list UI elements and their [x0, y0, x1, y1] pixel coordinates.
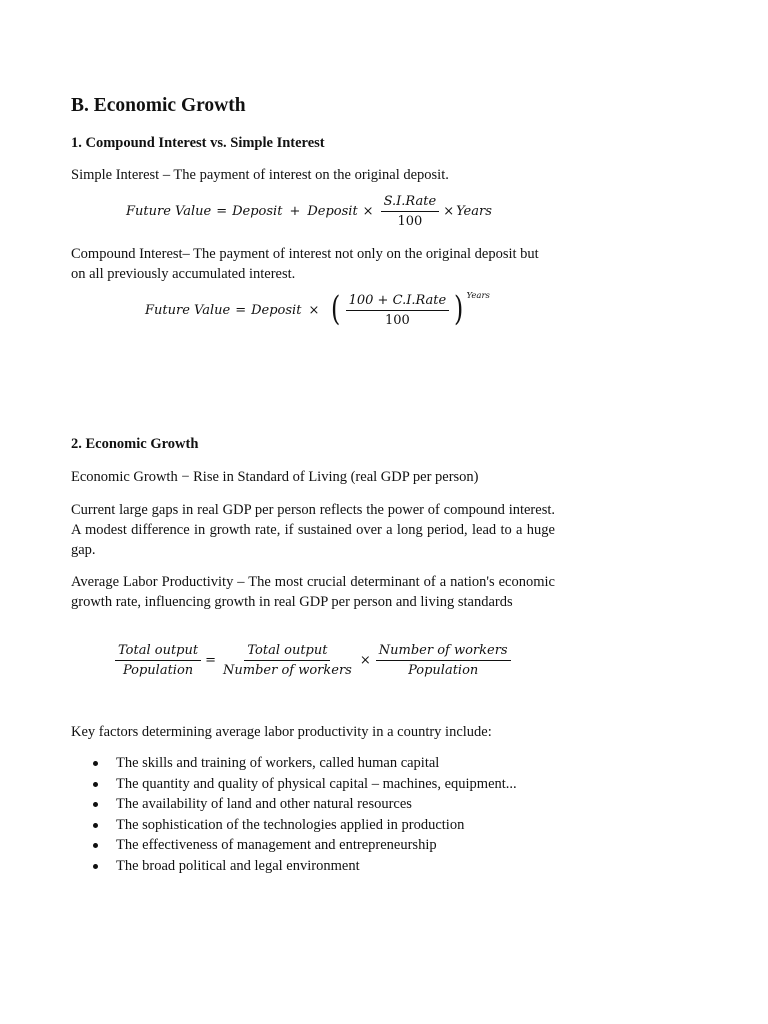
- fraction-numerator: Number of workers: [376, 643, 511, 661]
- bullet-icon: [93, 782, 98, 787]
- fraction-numerator: Total output: [244, 643, 330, 661]
- labor-productivity-paragraph: Average Labor Productivity – The most crucial determinant of a nation's economic growth rate, influencing growth in real GDP per person and living standards: [71, 574, 555, 610]
- equals-sign: =: [216, 204, 228, 219]
- list-item: The skills and training of workers, called human capital: [71, 753, 517, 774]
- rate-fraction: [346, 293, 450, 328]
- economic-growth-definition: Economic Growth − Rise in Standard of Living (real GDP per person): [71, 469, 479, 485]
- plus-sign: +: [289, 204, 301, 219]
- times-sign: ×: [362, 204, 374, 219]
- times-sign-2: ×: [443, 204, 455, 219]
- fraction-denominator: Population: [408, 663, 479, 678]
- right-parenthesis: ): [454, 288, 464, 329]
- list-item: The effectiveness of management and entrepreneurship: [71, 835, 517, 856]
- labor-productivity-formula: [113, 643, 513, 678]
- simple-interest-formula: [126, 194, 492, 229]
- fraction-denominator: 100: [397, 214, 423, 229]
- gdp-gaps-paragraph: Current large gaps in real GDP per person reflects the power of compound interest. A modest difference in growth rate, if sustained over a long period, lead to a huge gap.: [71, 502, 555, 558]
- exponent-years: Years: [466, 291, 490, 301]
- fraction-denominator: Population: [122, 663, 194, 678]
- bullet-icon: [93, 823, 98, 828]
- formula-term-deposit: Deposit: [232, 204, 283, 219]
- list-item: The availability of land and other natural resources: [71, 794, 517, 815]
- formula-lhs: Future Value: [126, 204, 212, 219]
- fraction-numerator: S.I.Rate: [381, 194, 440, 212]
- times-sign: ×: [359, 653, 371, 668]
- heading-compound-vs-simple: 1. Compound Interest vs. Simple Interest: [71, 135, 325, 151]
- fraction-denominator: Number of workers: [223, 663, 352, 678]
- fraction-numerator: 100 + C.I.Rate: [346, 293, 450, 311]
- section-title: B. Economic Growth: [71, 95, 246, 116]
- bullet-icon: [93, 802, 98, 807]
- equals-sign: =: [205, 653, 217, 668]
- bullet-icon: [93, 864, 98, 869]
- fraction-denominator: 100: [385, 313, 410, 328]
- compound-interest-definition: Compound Interest– The payment of interest not only on the original deposit but on all previously accumulated interest.: [71, 246, 539, 282]
- bullet-icon: [93, 843, 98, 848]
- list-item: The quantity and quality of physical capital – machines, equipment...: [71, 774, 517, 795]
- key-factors-list: [71, 753, 517, 876]
- simple-interest-definition: Simple Interest – The payment of interest on the original deposit.: [71, 167, 449, 183]
- formula-lhs: Future Value: [145, 303, 231, 318]
- left-parenthesis: (: [331, 288, 341, 329]
- output-per-worker-fraction: [220, 643, 355, 678]
- rate-fraction: [381, 194, 440, 229]
- formula-term-deposit: Deposit: [251, 303, 302, 318]
- compound-interest-formula: [145, 288, 490, 329]
- formula-term-deposit-2: Deposit: [307, 204, 358, 219]
- output-per-population-fraction: [115, 643, 201, 678]
- times-sign: ×: [308, 303, 320, 318]
- heading-economic-growth: 2. Economic Growth: [71, 436, 199, 452]
- fraction-numerator: Total output: [115, 643, 201, 661]
- list-item: The sophistication of the technologies applied in production: [71, 815, 517, 836]
- list-item: The broad political and legal environment: [71, 856, 517, 877]
- bullet-icon: [93, 761, 98, 766]
- formula-term-years: Years: [456, 204, 492, 219]
- workers-per-population-fraction: [376, 643, 511, 678]
- equals-sign: =: [235, 303, 247, 318]
- key-factors-intro: Key factors determining average labor productivity in a country include:: [71, 724, 492, 740]
